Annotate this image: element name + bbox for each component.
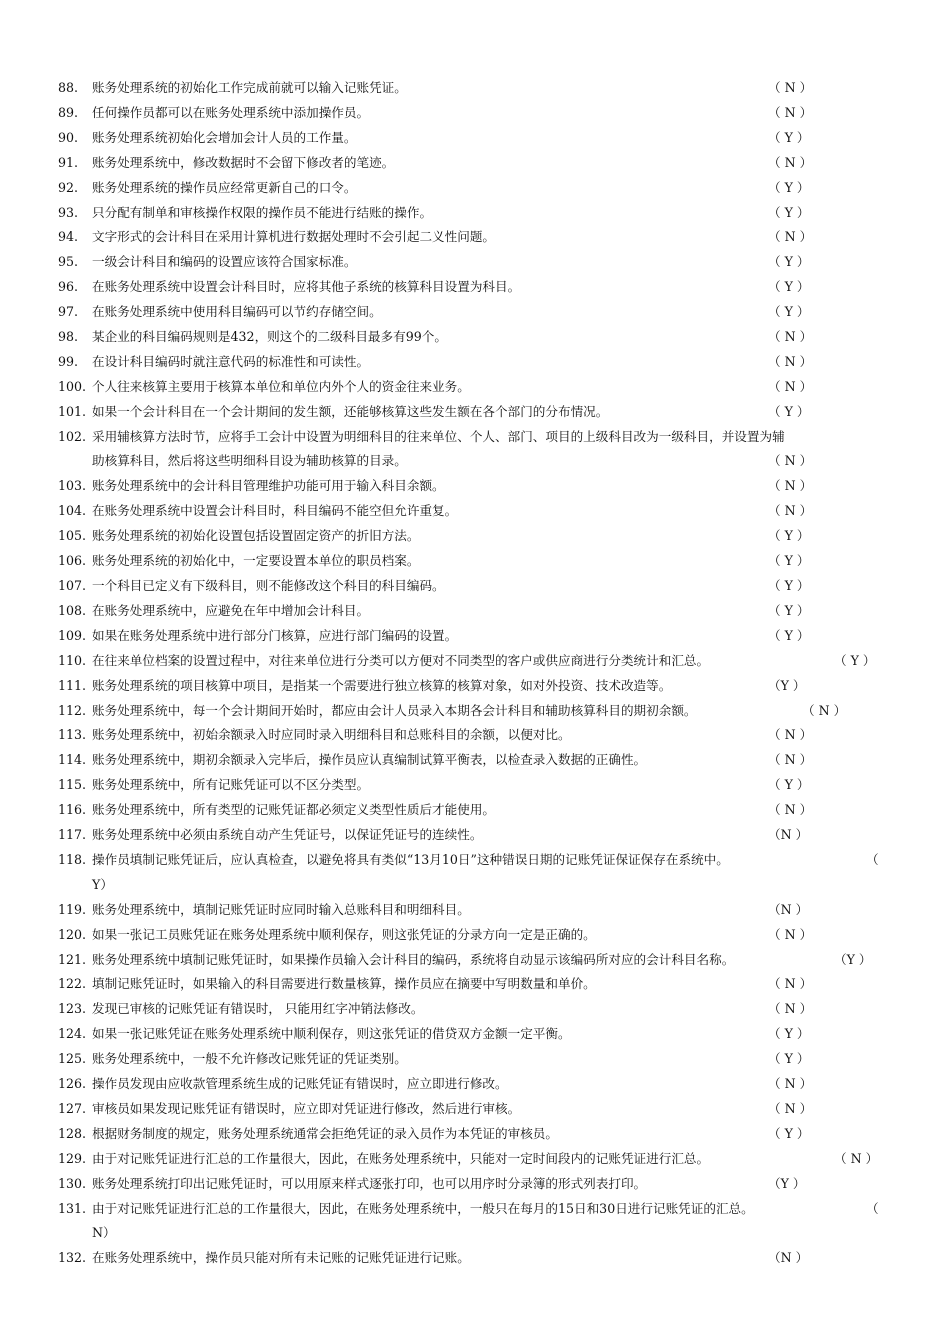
item-number: 113. [58, 727, 87, 743]
item-number: 93. [58, 204, 79, 220]
item-answer: （ [866, 1200, 879, 1216]
item-answer: （N ） [768, 901, 809, 917]
item-text: 账务处理系统中，修改数据时不会留下修改者的笔迹。 [92, 154, 395, 170]
item-number: 109. [58, 627, 87, 643]
item-answer: （ Y ） [834, 652, 876, 668]
item-text: 如果一张记账凭证在账务处理系统中顺利保存，则这张凭证的借贷双方金额一定平衡。 [92, 1026, 571, 1042]
item-number: 99. [58, 353, 79, 369]
item-answer: （Y ） [834, 951, 872, 967]
item-number: 132. [58, 1250, 87, 1266]
item-number: 107. [58, 578, 87, 593]
item-text: 账务处理系统中，期初余额录入完毕后，操作员应认真编制试算平衡表，以检查录入数据的正确性。 [92, 752, 647, 768]
item-text: 账务处理系统中必须由系统自动产生凭证号，以保证凭证号的连续性。 [92, 827, 483, 842]
item-text: 根据财务制度的规定，账务处理系统通常会拒绝凭证的录入员作为本凭证的审核员。 [92, 1125, 558, 1141]
item-number: 124. [58, 1026, 87, 1042]
item-answer: （ N ） [768, 478, 813, 494]
item-number: 115. [58, 777, 87, 793]
item-number: 89. [58, 104, 79, 120]
item-text: 账务处理系统的初始化设置包括设置固定资产的折旧方法。 [92, 528, 420, 544]
item-answer: （ N ） [834, 1150, 879, 1166]
item-text: 如果一个会计科目在一个会计期间的发生额，还能够核算这些发生额在各个部门的分布情况。 [92, 403, 609, 419]
item-number: 105. [58, 528, 87, 544]
item-text: 如果一张记工员账凭证在账务处理系统中顺利保存，则这张凭证的分录方向一定是正确的。 [92, 926, 596, 942]
item-answer: （ Y ） [768, 1125, 810, 1141]
item-text: 操作员发现由应收款管理系统生成的记账凭证有错误时，应立即进行修改。 [92, 1076, 508, 1091]
item-text: 文字形式的会计科目在采用计算机进行数据处理时不会引起二义性问题。 [92, 229, 495, 245]
item-answer: （ Y ） [768, 403, 810, 419]
item-answer: （ Y ） [768, 179, 810, 195]
item-answer: （ N ） [768, 353, 813, 369]
item-answer: （ Y ） [768, 129, 810, 145]
item-number: 120. [58, 926, 87, 942]
item-text: 操作员填制记账凭证后，应认真检查，以避免将具有类似“13月10日”这种错误日期的记账凭证保证保存在系统中。 [92, 851, 729, 867]
item-answer: （Y ） [768, 1175, 806, 1191]
item-number: 101. [58, 403, 87, 419]
item-answer: （ N ） [768, 453, 813, 469]
item-answer: （ N ） [768, 727, 813, 743]
item-text: 一级会计科目和编码的设置应该符合国家标准。 [92, 254, 357, 270]
item-text: 在账务处理系统中设置会计科目时，应将其他子系统的核算科目设置为科目。 [92, 279, 521, 295]
item-text: 在账务处理系统中，操作员只能对所有未记账的记账凭证进行记账。 [92, 1250, 470, 1266]
item-text: 采用辅核算方法时节，应将手工会计中设置为明细科目的往来单位、个人、部门、项目的上级科目改为一级科目，并设置为辅 [92, 428, 785, 444]
item-number: 95. [58, 254, 79, 270]
item-number: 121. [58, 951, 87, 967]
item-text: 账务处理系统的初始化工作完成前就可以输入记账凭证。 [92, 80, 407, 95]
item-text: 只分配有制单和审核操作权限的操作员不能进行结账的操作。 [92, 204, 433, 220]
item-text: 账务处理系统的操作员应经常更新自己的口令。 [92, 179, 357, 195]
item-number: 110. [58, 652, 87, 668]
item-number: 118. [58, 851, 87, 867]
item-text: 一个科目已定义有下级科目，则不能修改这个科目的科目编码。 [92, 578, 445, 593]
item-answer: （ N ） [768, 80, 813, 95]
item-text: 由于对记账凭证进行汇总的工作量很大，因此，在账务处理系统中，只能对一定时间段内的记账凭证进行汇总。 [92, 1150, 710, 1166]
item-answer: （ Y ） [768, 279, 810, 295]
item-text: 账务处理系统中填制记账凭证时，如果操作员输入会计科目的编码，系统将自动显示该编码所对应的会计科目名称。 [92, 951, 735, 967]
item-text: 个人往来核算主要用于核算本单位和单位内外个人的资金往来业务。 [92, 378, 470, 394]
item-number: 92. [58, 179, 79, 195]
item-text: 账务处理系统的初始化中，一定要设置本单位的职员档案。 [92, 553, 420, 569]
item-number: 123. [58, 1001, 87, 1017]
item-text: 账务处理系统中，每一个会计期间开始时，都应由会计人员录入本期各会计科目和辅助核算科目的期初余额。 [92, 702, 697, 718]
item-number: 125. [58, 1051, 87, 1067]
item-text: 账务处理系统中，所有类型的记账凭证都必须定义类型性质后才能使用。 [92, 802, 495, 818]
item-text: 某企业的科目编码规则是432，则这个的二级科目最多有99个。 [92, 329, 447, 344]
item-number: 114. [58, 752, 87, 768]
item-answer: （ Y ） [768, 578, 810, 593]
item-answer: （ N ） [768, 926, 813, 942]
item-answer: （ N ） [768, 378, 813, 394]
item-answer: （ N ） [768, 104, 813, 120]
item-answer: （ N ） [768, 1100, 813, 1116]
item-number: 112. [58, 702, 87, 718]
item-number: 117. [58, 827, 87, 842]
item-number: 90. [58, 129, 79, 145]
item-text: 由于对记账凭证进行汇总的工作量很大，因此，在账务处理系统中，一般只在每月的15日和30日进行记账凭证的汇总。 [92, 1200, 754, 1216]
item-text: 账务处理系统中的会计科目管理维护功能可用于输入科目余额。 [92, 478, 445, 494]
item-answer: （ Y ） [768, 254, 810, 270]
item-answer: （ Y ） [768, 1026, 810, 1042]
item-text-continuation: Y） [92, 876, 113, 892]
item-number: 119. [58, 901, 87, 917]
item-number: 100. [58, 378, 87, 394]
item-answer: （ N ） [768, 802, 813, 818]
item-number: 122. [58, 976, 87, 992]
item-answer: （N ） [768, 827, 809, 842]
item-number: 102. [58, 428, 87, 444]
item-answer: （ N ） [768, 229, 813, 245]
item-answer: （ Y ） [768, 627, 810, 643]
item-text: 审核员如果发现记账凭证有错误时，应立即对凭证进行修改，然后进行审核。 [92, 1100, 521, 1116]
item-text: 在账务处理系统中设置会计科目时，科目编码不能空但允许重复。 [92, 503, 458, 519]
item-answer: （ Y ） [768, 204, 810, 220]
item-number: 98. [58, 329, 79, 344]
item-answer: （ N ） [768, 154, 813, 170]
item-text: 在设计科目编码时就注意代码的标准性和可读性。 [92, 353, 370, 369]
item-answer: （Y ） [768, 677, 806, 693]
item-text: 账务处理系统中，一般不允许修改记账凭证的凭证类别。 [92, 1051, 407, 1067]
item-number: 88. [58, 80, 79, 95]
item-text: 在账务处理系统中，应避免在年中增加会计科目。 [92, 602, 370, 618]
item-number: 104. [58, 503, 87, 519]
item-number: 96. [58, 279, 79, 295]
item-text: 账务处理系统中，所有记账凭证可以不区分类型。 [92, 777, 370, 793]
item-text: 账务处理系统的项目核算中项目，是指某一个需要进行独立核算的核算对象，如对外投资、技术改造等。 [92, 677, 672, 693]
item-answer: （ [866, 851, 879, 867]
item-answer: （ Y ） [768, 553, 810, 569]
item-text: 账务处理系统初始化会增加会计人员的工作量。 [92, 129, 357, 145]
item-answer: （ N ） [802, 702, 847, 718]
item-text-continuation: N） [92, 1225, 116, 1241]
item-number: 129. [58, 1150, 87, 1166]
item-answer: （ Y ） [768, 777, 810, 793]
item-number: 111. [58, 677, 87, 693]
item-number: 108. [58, 602, 87, 618]
item-number: 97. [58, 304, 79, 320]
item-answer: （ Y ） [768, 602, 810, 618]
item-text: 填制记账凭证时，如果输入的科目需要进行数量核算，操作员应在摘要中写明数量和单价。 [92, 976, 596, 992]
item-number: 131. [58, 1200, 87, 1216]
item-text: 账务处理系统中，初始余额录入时应同时录入明细科目和总账科目的余额，以便对比。 [92, 727, 571, 743]
item-answer: （ N ） [768, 1001, 813, 1017]
item-answer: （ N ） [768, 752, 813, 768]
item-answer: （ N ） [768, 976, 813, 992]
item-number: 91. [58, 154, 79, 170]
item-text: 如果在账务处理系统中进行部分门核算，应进行部门编码的设置。 [92, 627, 458, 643]
item-text: 任何操作员都可以在账务处理系统中添加操作员。 [92, 104, 370, 120]
item-answer: （ Y ） [768, 304, 810, 320]
item-text: 在往来单位档案的设置过程中，对往来单位进行分类可以方便对不同类型的客户或供应商进行分类统计和汇总。 [92, 652, 710, 668]
item-number: 127. [58, 1100, 87, 1116]
item-text: 在账务处理系统中使用科目编码可以节约存储空间。 [92, 304, 382, 320]
item-number: 116. [58, 802, 87, 818]
item-answer: （ Y ） [768, 528, 810, 544]
item-answer: （N ） [768, 1250, 809, 1266]
item-number: 103. [58, 478, 87, 494]
item-answer: （ N ） [768, 1076, 813, 1091]
item-number: 106. [58, 553, 87, 569]
item-text: 发现已审核的记账凭证有错误时， 只能用红字冲销法修改。 [92, 1001, 424, 1017]
item-text-continuation: 助核算科目，然后将这些明细科目设为辅助核算的目录。 [92, 453, 407, 469]
item-answer: （ N ） [768, 503, 813, 519]
item-text: 账务处理系统打印出记账凭证时，可以用原来样式逐张打印，也可以用序时分录簿的形式列表打印。 [92, 1175, 647, 1191]
item-text: 账务处理系统中，填制记账凭证时应同时输入总账科目和明细科目。 [92, 901, 470, 917]
item-answer: （ N ） [768, 329, 813, 344]
item-number: 94. [58, 229, 79, 245]
item-number: 130. [58, 1175, 87, 1191]
item-number: 128. [58, 1125, 87, 1141]
item-number: 126. [58, 1076, 87, 1091]
item-answer: （ Y ） [768, 1051, 810, 1067]
